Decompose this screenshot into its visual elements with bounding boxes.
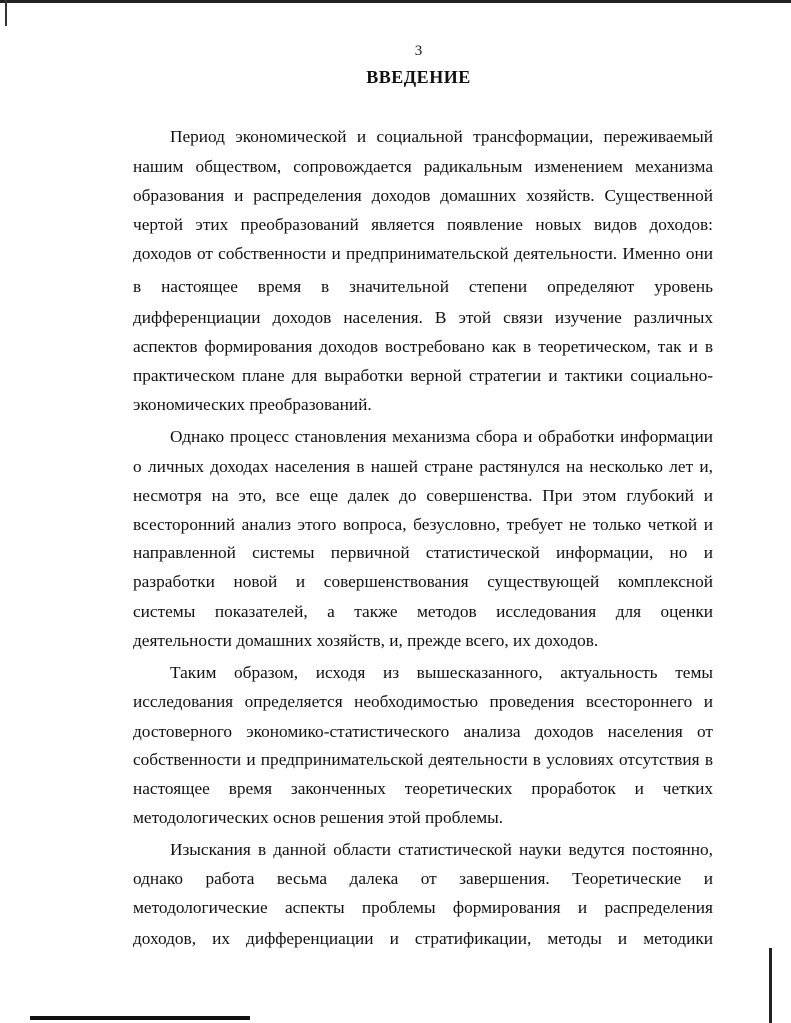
text-line: Однако процесс становления механизма сбора и обработки информации (170, 427, 713, 446)
scan-edge-left (5, 0, 7, 26)
text-line: дифференциации доходов населения. В этой связи изучение различных (133, 308, 713, 327)
text-line: направленной системы первичной статистической информации, но и (133, 543, 713, 562)
text-line: Период экономической и социальной трансформации, переживаемый (170, 127, 713, 146)
text-line: методологических основ решения этой проблемы. (133, 808, 504, 827)
text-line: чертой этих преобразований является появление новых видов доходов: (133, 215, 713, 234)
text-line: образования и распределения доходов домашних хозяйств. Существенной (133, 186, 713, 205)
text-line: деятельности домашних хозяйств, и, прежде всего, их доходов. (133, 631, 599, 650)
text-line: собственности и предпринимательской деятельности в условиях отсутствия в (133, 750, 713, 769)
text-line: разработки новой и совершенствования существующей комплексной (133, 572, 713, 591)
scan-edge-top (0, 0, 791, 3)
text-line: доходов, их дифференциации и стратификации, методы и методики (133, 929, 713, 948)
text-line: в настоящее время в значительной степени определяют уровень (133, 277, 713, 296)
page-title: ВВЕДЕНИЕ (366, 67, 471, 87)
text-line: настоящее время законченных теоретических проработок и четких (133, 779, 713, 798)
scan-edge-bottom (30, 1016, 250, 1020)
text-line: исследования определяется необходимостью проведения всестороннего и (133, 692, 713, 711)
text-line: нашим обществом, сопровождается радикальным изменением механизма (133, 157, 713, 176)
text-line: достоверного экономико-статистического анализа доходов населения от (133, 722, 713, 741)
scan-edge-right (769, 948, 772, 1023)
text-line: Таким образом, исходя из вышесказанного, актуальность темы (170, 663, 713, 682)
text-line: аспектов формирования доходов востребовано как в теоретическом, так и в (133, 337, 713, 356)
text-line: практическом плане для выработки верной стратегии и тактики социально- (133, 366, 713, 385)
text-line: несмотря на это, все еще далек до совершенства. При этом глубокий и (133, 486, 713, 505)
text-line: системы показателей, а также методов исследования для оценки (133, 602, 713, 621)
text-line: всесторонний анализ этого вопроса, безусловно, требует не только четкой и (133, 515, 713, 534)
text-line: методологические аспекты проблемы формирования и распределения (133, 898, 713, 917)
text-line: доходов от собственности и предпринимательской деятельности. Именно они (133, 244, 713, 263)
text-line: Изыскания в данной области статистической науки ведутся постоянно, (170, 840, 713, 859)
text-line: однако работа весьма далека от завершения. Теоретические и (133, 869, 713, 888)
text-line: о личных доходах населения в нашей стране растянулся на несколько лет и, (133, 457, 713, 476)
text-line: экономических преобразований. (133, 395, 372, 414)
page-number: 3 (414, 43, 423, 59)
